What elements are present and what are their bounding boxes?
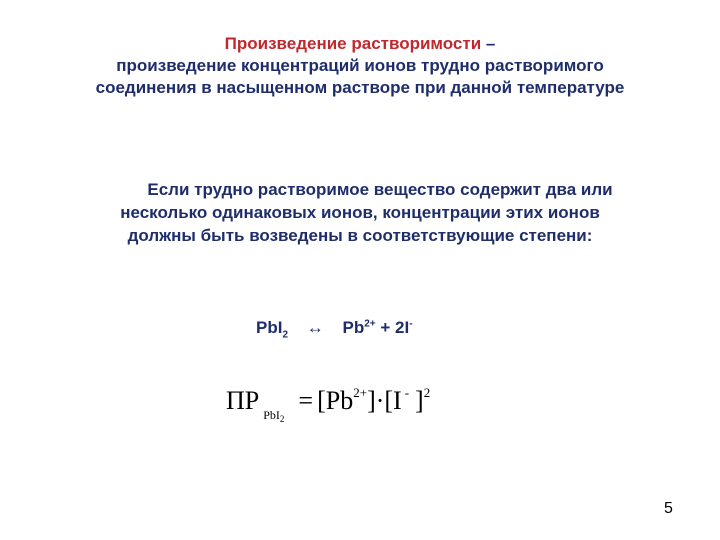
reactant-subscript: 2 <box>282 329 289 341</box>
formula-iodide-term: ]·[I <box>367 386 402 415</box>
title-line-2: произведение концентраций ионов трудно растворимого <box>116 56 604 75</box>
dissociation-equation <box>256 318 413 340</box>
reactant: PbI <box>256 318 283 337</box>
equilibrium-arrow: ↔ <box>306 318 324 337</box>
formula-equals: = <box>298 386 314 415</box>
explanation-paragraph <box>40 178 680 247</box>
page-number: 5 <box>664 500 673 517</box>
product-iodide-charge: - <box>409 318 413 330</box>
formula-close: ] <box>415 386 424 415</box>
solubility-product-formula <box>226 385 431 424</box>
paragraph-line-1: Если трудно растворимое вещество содержит два или <box>147 180 613 199</box>
product-iodide: + 2I <box>375 318 410 337</box>
formula-subscript-text: PbI <box>263 408 280 422</box>
paragraph-line-3: должны быть возведены в соответствующие степени: <box>127 226 593 245</box>
formula-subscript-index: 2 <box>279 414 285 424</box>
formula-power: 2 <box>423 385 431 400</box>
title-dash: – <box>481 34 496 53</box>
title-line-1 <box>0 33 720 55</box>
formula-symbol: ПР <box>226 386 260 415</box>
formula-iodide-charge: - <box>404 385 410 400</box>
product-lead-charge: 2+ <box>364 318 376 330</box>
title-term: Произведение растворимости <box>224 34 482 53</box>
formula-subscript <box>263 408 284 422</box>
paragraph-line-2: несколько одинаковых ионов, концентрации этих ионов <box>120 203 600 222</box>
slide-title <box>0 33 720 99</box>
formula-lead-charge: 2+ <box>353 385 368 400</box>
product-lead: Pb <box>342 318 365 337</box>
formula-lead-term: [Pb <box>317 386 354 415</box>
title-line-3: соединения в насыщенном растворе при данной температуре <box>95 78 625 97</box>
